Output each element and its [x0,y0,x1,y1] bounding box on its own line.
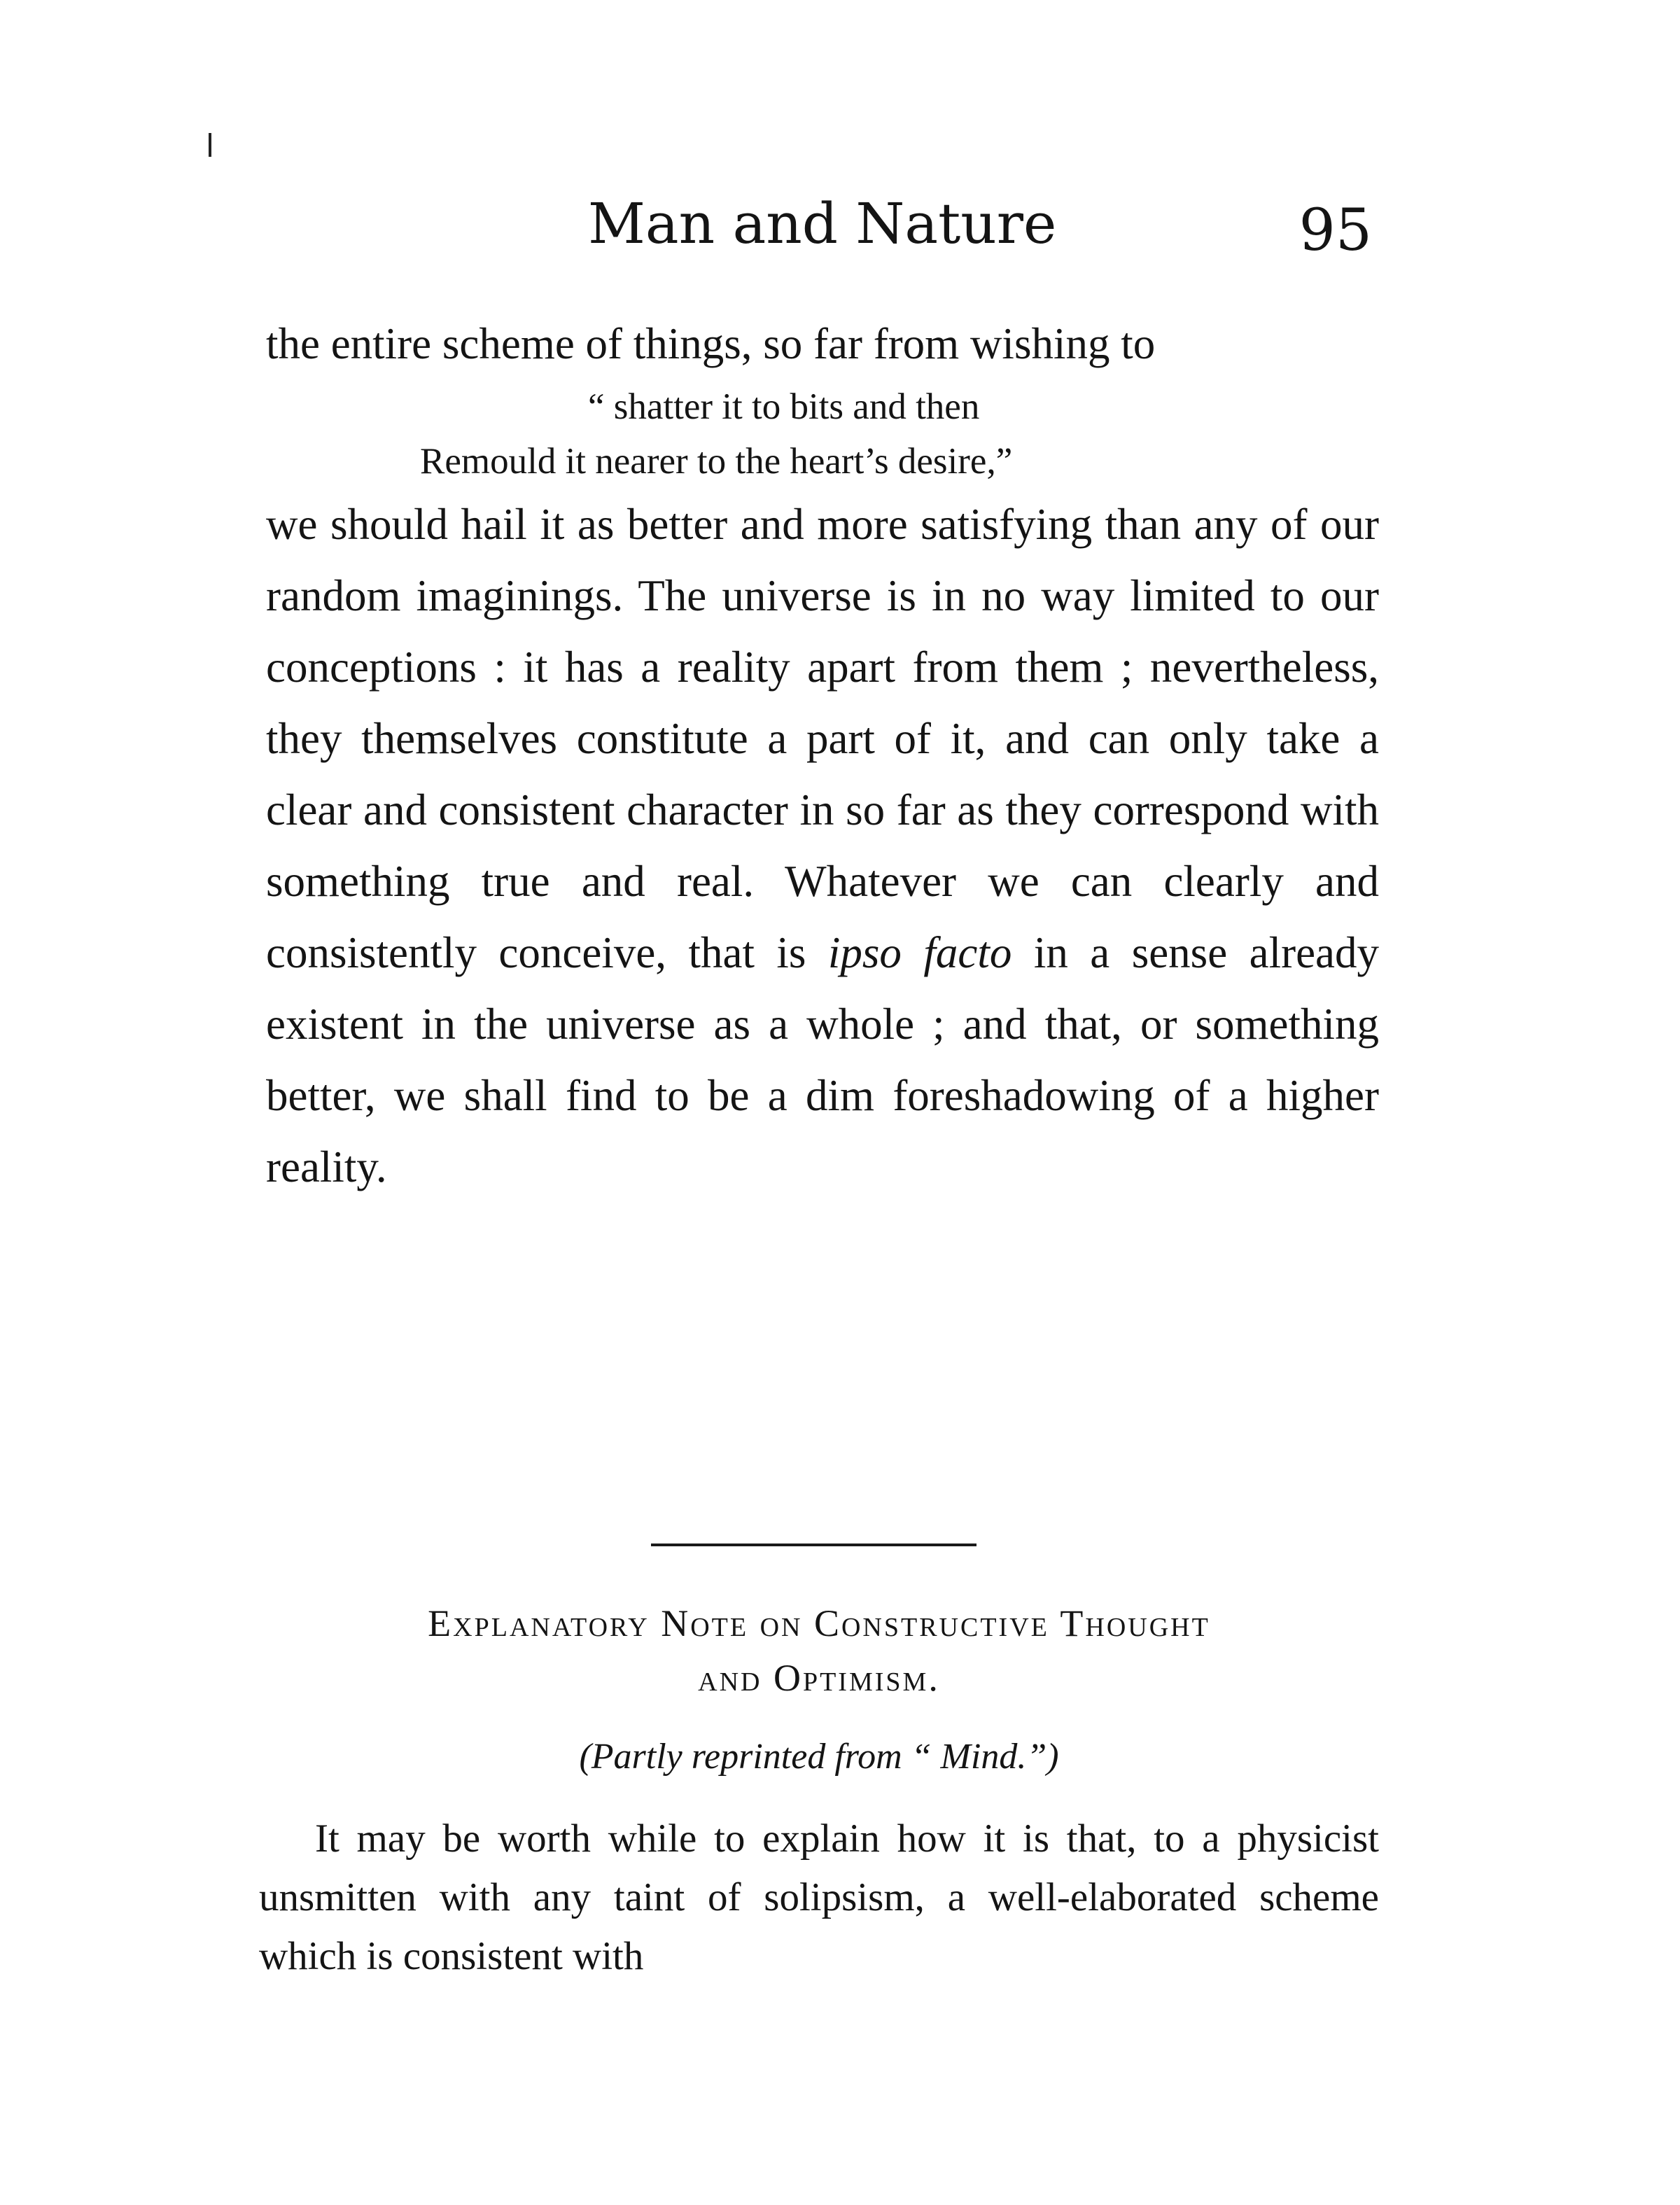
note-body: It may be worth while to explain how it is that, to a physicist unsmitten with any taint of solipsism, a well-elaborated scheme which is consistent with [259,1816,1379,1978]
note-heading-line-2: and Optimism. [698,1657,940,1699]
quote-line-1: “ shatter it to bits and then [588,386,980,427]
verse-quote [266,379,1379,489]
note-heading-line-1: Explanatory Note on Constructive Thought [428,1602,1210,1644]
quote-line-2: Remould it nearer to the heart’s desire,” [420,441,1013,482]
main-paragraph [266,489,1379,1203]
note-source: (Partly reprinted from “ Mind.”) [579,1737,1059,1777]
page-header [266,189,1379,266]
main-text [266,308,1379,1203]
paragraph-text-1: we should hail it as better and more satisfying than any of our random imaginings. The universe is in no way limited to our conceptions : it has a reality apart from them ; nevertheless, they themselves constitute a part of it, and can only take a clear and consistent character in so far as they correspond with something true and real. Whatever we can clearly and consistently conceive, that is [266,500,1379,977]
section-divider [651,1544,976,1546]
margin-mark [209,133,211,157]
note-heading [259,1596,1379,1705]
lead-in-line: the entire scheme of things, so far from wishing to [266,319,1156,368]
running-title: Man and Nature [588,191,1057,256]
page-number: 95 [1298,197,1372,264]
paragraph-text-2: in a sense already existent in the universe as a whole ; and that, or something better, we shall find to be a dim foreshadowing of a higher reality. [266,928,1379,1191]
paragraph-italic: ipso facto [827,928,1012,977]
